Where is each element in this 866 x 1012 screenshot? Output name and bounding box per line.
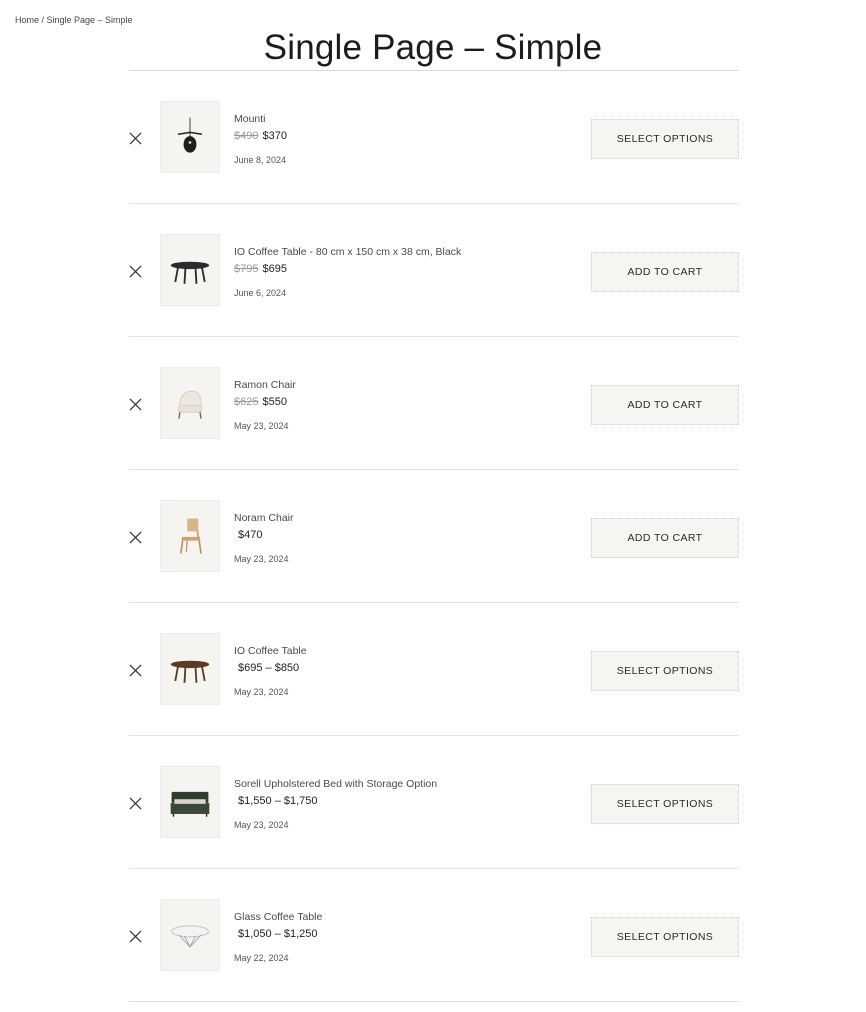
add-to-cart-button[interactable]: ADD TO CART xyxy=(591,518,739,558)
product-thumbnail[interactable] xyxy=(160,766,220,838)
product-info xyxy=(234,379,296,431)
remove-icon[interactable] xyxy=(123,392,147,416)
product-name[interactable]: IO Coffee Table - 80 cm x 150 cm x 38 cm, Black xyxy=(234,246,462,258)
select-options-button[interactable]: SELECT OPTIONS xyxy=(591,917,739,957)
list-item xyxy=(129,470,739,603)
product-name[interactable]: Mounti xyxy=(234,113,266,125)
product-price xyxy=(234,396,296,408)
date-added: May 23, 2024 xyxy=(234,687,289,697)
product-price xyxy=(234,263,461,275)
date-added: May 23, 2024 xyxy=(234,421,289,431)
current-price: $550 xyxy=(262,396,287,408)
old-price: $625 xyxy=(234,396,259,408)
select-options-button[interactable]: SELECT OPTIONS xyxy=(591,784,739,824)
current-price: $695 – $850 xyxy=(238,662,300,674)
breadcrumb[interactable]: Home / Single Page – Simple xyxy=(15,15,133,25)
remove-icon[interactable] xyxy=(123,259,147,283)
list-item xyxy=(129,204,739,337)
list-item xyxy=(129,337,739,470)
lounge-chair-icon xyxy=(167,380,213,426)
page-title: Single Page – Simple xyxy=(263,28,603,67)
wooden-chair-icon xyxy=(167,513,213,559)
product-name[interactable]: Noram Chair xyxy=(234,512,294,524)
remove-icon[interactable] xyxy=(123,126,147,150)
product-info xyxy=(234,645,307,697)
walnut-coffee-table-icon xyxy=(167,646,213,692)
product-thumbnail[interactable] xyxy=(160,367,220,439)
black-coffee-table-icon xyxy=(167,247,213,293)
product-price xyxy=(234,529,294,541)
product-thumbnail[interactable] xyxy=(160,500,220,572)
product-name[interactable]: Ramon Chair xyxy=(234,379,296,391)
product-name[interactable]: Sorell Upholstered Bed with Storage Option xyxy=(234,778,438,790)
product-price xyxy=(234,130,287,142)
date-added: June 8, 2024 xyxy=(234,155,287,165)
add-to-cart-button[interactable]: ADD TO CART xyxy=(591,252,739,292)
select-options-button[interactable]: SELECT OPTIONS xyxy=(591,651,739,691)
select-options-button[interactable]: SELECT OPTIONS xyxy=(591,119,739,159)
product-info xyxy=(234,246,461,298)
product-thumbnail[interactable] xyxy=(160,101,220,173)
list-item xyxy=(129,71,739,204)
remove-icon[interactable] xyxy=(123,525,147,549)
product-thumbnail[interactable] xyxy=(160,234,220,306)
add-to-cart-button[interactable]: ADD TO CART xyxy=(591,385,739,425)
list-item xyxy=(129,869,739,1002)
list-item xyxy=(129,603,739,736)
product-name[interactable]: IO Coffee Table xyxy=(234,645,307,657)
current-price: $470 xyxy=(238,529,263,541)
product-thumbnail[interactable] xyxy=(160,633,220,705)
bed-icon xyxy=(167,779,213,825)
product-thumbnail[interactable] xyxy=(160,899,220,971)
current-price: $1,050 – $1,250 xyxy=(238,928,318,940)
product-info xyxy=(234,512,294,564)
product-price xyxy=(234,795,437,807)
date-added: May 22, 2024 xyxy=(234,953,289,963)
pendant-lamp-icon xyxy=(167,114,213,160)
old-price: $490 xyxy=(234,130,259,142)
current-price: $1,550 – $1,750 xyxy=(238,795,318,807)
glass-table-icon xyxy=(167,912,213,958)
product-info xyxy=(234,911,322,963)
list-item xyxy=(129,736,739,869)
old-price: $795 xyxy=(234,263,259,275)
remove-icon[interactable] xyxy=(123,658,147,682)
product-price xyxy=(234,662,307,674)
date-added: May 23, 2024 xyxy=(234,820,289,830)
date-added: June 6, 2024 xyxy=(234,288,287,298)
current-price: $370 xyxy=(262,130,287,142)
product-info xyxy=(234,778,437,830)
product-list xyxy=(129,70,739,1002)
remove-icon[interactable] xyxy=(123,791,147,815)
remove-icon[interactable] xyxy=(123,924,147,948)
product-price xyxy=(234,928,322,940)
product-name[interactable]: Glass Coffee Table xyxy=(234,911,323,923)
date-added: May 23, 2024 xyxy=(234,554,289,564)
product-info xyxy=(234,113,287,165)
current-price: $695 xyxy=(262,263,287,275)
